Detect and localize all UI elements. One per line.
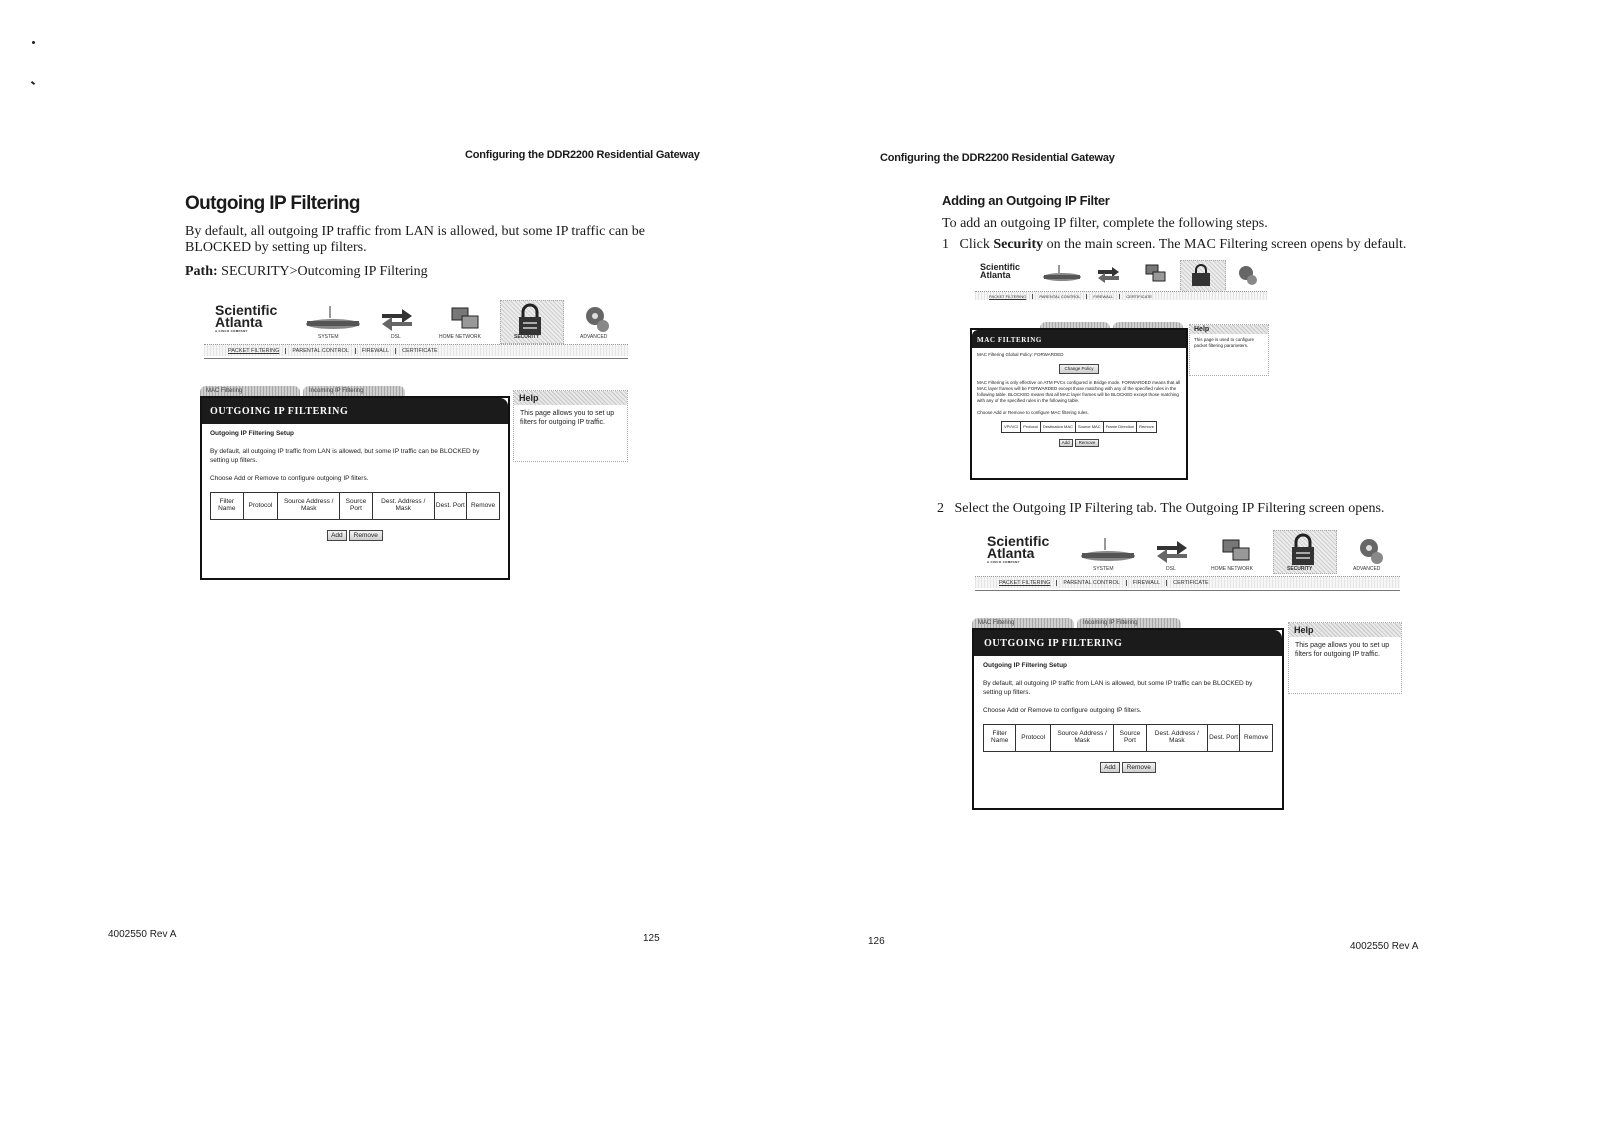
right-footer-doc-number: 4002550 Rev A xyxy=(1350,941,1419,952)
table-header-row xyxy=(1002,422,1157,433)
nav-system-label[interactable]: SYSTEM xyxy=(1093,566,1114,572)
subtab-certificate[interactable]: CERTIFICATE xyxy=(402,347,438,354)
outgoing-panel-title: OUTGOING IP FILTERING xyxy=(974,630,1282,656)
step-2-number: 2 xyxy=(937,501,944,516)
remove-button[interactable]: Remove xyxy=(1075,439,1100,447)
nav-security-label[interactable]: SECURITY xyxy=(1287,566,1313,572)
nav-home-network-label[interactable]: HOME NETWORK xyxy=(1211,566,1253,572)
col-source-address-mask: Source Address / Mask xyxy=(278,493,340,520)
left-footer-doc-number: 4002550 Rev A xyxy=(108,929,177,940)
add-button[interactable]: Add xyxy=(1100,762,1120,773)
help-title: Help xyxy=(1289,623,1401,637)
right-small-nav-banner xyxy=(975,260,1267,304)
right-page-number: 126 xyxy=(868,936,885,947)
col-dest-address-mask: Dest. Address / Mask xyxy=(372,493,434,520)
mac-panel-title: MAC FILTERING xyxy=(972,330,1186,348)
left-path-line xyxy=(185,264,428,280)
add-button[interactable]: Add xyxy=(327,530,347,541)
nav-divider xyxy=(204,358,628,359)
left-outgoing-ip-panel xyxy=(200,386,510,580)
nav-divider xyxy=(975,590,1400,591)
mac-description: MAC Filtering is only effective on ATM PVCs configured in Bridge mode. FORWARDED means that all MAC layer frames will be FORWARDED except those matching with any of the specified rules in the following table. BLOCKED means that all MAC layer frames will be BLOCKED except those matching with any of the specified rules in the following table. xyxy=(977,380,1181,403)
nav-advanced-label[interactable]: ADVANCED xyxy=(580,334,608,340)
outgoing-filter-table xyxy=(983,724,1273,752)
advanced-gears-icon[interactable] xyxy=(1237,264,1259,286)
subtab-parental-control[interactable]: PARENTAL CONTROL xyxy=(1057,580,1126,586)
step-1: 1 Click Security on the main screen. The MAC Filtering screen opens by default. xyxy=(942,237,1407,252)
col-remove: Remove xyxy=(1137,422,1157,433)
right-subheading: Adding an Outgoing IP Filter xyxy=(942,193,1110,208)
tab-incoming-ip-filtering[interactable]: Incoming IP Filtering xyxy=(303,386,405,396)
router-icon[interactable] xyxy=(304,304,362,334)
nav-security-label[interactable]: SECURITY xyxy=(514,334,540,340)
help-title: Help xyxy=(514,391,627,405)
mac-filter-table xyxy=(1001,421,1157,433)
help-text: This page is used to configure packet filtering parameters. xyxy=(1194,337,1255,348)
subtab-parental-control[interactable]: PARENTAL CONTROL xyxy=(1033,294,1087,299)
col-dest-port: Dest. Port xyxy=(434,493,467,520)
security-subtabs xyxy=(975,576,1400,588)
col-protocol: Protocol xyxy=(1021,422,1041,433)
subtab-packet-filtering[interactable]: PACKET FILTERING xyxy=(222,348,286,354)
subtab-certificate[interactable]: CERTIFICATE xyxy=(1126,293,1153,299)
outgoing-instruction: Choose Add or Remove to configure outgoing IP filters. xyxy=(983,707,1142,714)
right-outgoing-ip-panel xyxy=(972,618,1284,810)
subtab-firewall[interactable]: FIREWALL xyxy=(1127,580,1167,586)
lock-icon xyxy=(1189,262,1213,288)
right-intro: To add an outgoing IP filter, complete the following steps. xyxy=(942,216,1268,231)
step-2: 2 Select the Outgoing IP Filtering tab. The Outgoing IP Filtering screen opens. xyxy=(937,501,1385,516)
tab-mac-filtering[interactable]: MAC Filtering xyxy=(200,386,300,396)
col-source-address-mask: Source Address / Mask xyxy=(1051,725,1114,752)
change-policy-button[interactable]: Change Policy xyxy=(1059,364,1098,374)
dsl-arrows-icon[interactable] xyxy=(380,306,414,332)
help-text: This page allows you to set up filters for outgoing IP traffic. xyxy=(1295,642,1390,658)
outgoing-filter-table xyxy=(210,492,500,520)
help-title: Help xyxy=(1190,325,1268,334)
col-filter-name: Filter Name xyxy=(984,725,1016,752)
subtab-parental-control[interactable]: PARENTAL CONTROL xyxy=(286,348,355,354)
col-source-port: Source Port xyxy=(340,493,373,520)
lock-icon xyxy=(515,302,545,338)
scientific-atlanta-logo: Scientific Atlanta A CISCO COMPANY xyxy=(987,533,1050,564)
security-subtabs-small xyxy=(975,291,1267,300)
col-remove: Remove xyxy=(467,493,500,520)
step-1-number: 1 xyxy=(942,237,949,252)
outgoing-description: By default, all outgoing IP traffic from LAN is allowed, but some IP traffic can be BLOCKED by setting up filters. xyxy=(210,448,480,464)
outgoing-description: By default, all outgoing IP traffic from LAN is allowed, but some IP traffic can be BLOCKED by setting up filters. xyxy=(983,680,1253,696)
outgoing-instruction: Choose Add or Remove to configure outgoing IP filters. xyxy=(210,475,369,482)
col-protocol: Protocol xyxy=(1016,725,1051,752)
add-button[interactable]: Add xyxy=(1059,439,1073,447)
remove-button[interactable]: Remove xyxy=(349,530,383,541)
scientific-atlanta-logo-small: Scientific Atlanta xyxy=(980,262,1021,280)
col-source-mac: Source MAC xyxy=(1075,422,1103,433)
subtab-packet-filtering[interactable]: PACKET FILTERING xyxy=(993,580,1057,586)
router-icon[interactable] xyxy=(1079,536,1137,566)
mac-help-box xyxy=(1189,324,1269,376)
scan-speck xyxy=(31,81,35,85)
path-label: Path: xyxy=(185,264,218,279)
left-help-box xyxy=(513,390,628,462)
left-page-number: 125 xyxy=(643,933,660,944)
col-remove: Remove xyxy=(1240,725,1273,752)
col-frame-direction: Frame Direction xyxy=(1103,422,1136,433)
table-header-row xyxy=(984,725,1273,752)
col-dest-port: Dest. Port xyxy=(1207,725,1239,752)
step-1-security-bold: Security xyxy=(993,237,1044,252)
nav-home-network-label[interactable]: HOME NETWORK xyxy=(439,334,481,340)
nav-dsl-label[interactable]: DSL xyxy=(391,334,401,340)
home-network-icon[interactable] xyxy=(1145,264,1167,284)
help-text: This page allows you to set up filters for outgoing IP traffic. xyxy=(520,410,615,426)
home-network-icon[interactable] xyxy=(450,306,480,332)
nav-system-label[interactable]: SYSTEM xyxy=(318,334,339,340)
dsl-arrows-icon[interactable] xyxy=(1097,265,1121,283)
subtab-firewall[interactable]: FIREWALL xyxy=(1087,294,1120,299)
scan-speck xyxy=(32,41,35,44)
scientific-atlanta-logo: Scientific Atlanta A CISCO COMPANY xyxy=(215,302,278,333)
subtab-packet-filtering[interactable]: PACKET FILTERING xyxy=(983,294,1033,299)
lock-icon xyxy=(1288,532,1318,568)
right-running-header: Configuring the DDR2200 Residential Gateway xyxy=(880,152,1115,164)
mac-filtering-panel xyxy=(970,322,1188,480)
right-nav-banner xyxy=(975,530,1400,594)
subtab-firewall[interactable]: FIREWALL xyxy=(356,348,396,354)
nav-dsl-label[interactable]: DSL xyxy=(1166,566,1176,572)
col-source-port: Source Port xyxy=(1114,725,1147,752)
tab-incoming-ip-filtering[interactable]: Incoming IP Filtering xyxy=(1077,618,1181,628)
col-dest-address-mask: Dest. Address / Mask xyxy=(1146,725,1207,752)
mac-instruction: Choose Add or Remove to configure MAC filtering rules. xyxy=(977,410,1089,415)
path-value: SECURITY>Outcoming IP Filtering xyxy=(221,264,428,279)
mac-global-policy: MAC Filtering Global Policy: FORWARDED xyxy=(977,352,1064,357)
left-running-header: Configuring the DDR2200 Residential Gateway xyxy=(465,149,700,161)
remove-button[interactable]: Remove xyxy=(1122,762,1156,773)
tab-mac-filtering[interactable]: MAC Filtering xyxy=(972,618,1074,628)
outgoing-setup-label: Outgoing IP Filtering Setup xyxy=(210,430,295,437)
col-protocol: Protocol xyxy=(243,493,278,520)
col-destination-mac: Destination MAC xyxy=(1040,422,1075,433)
home-network-icon[interactable] xyxy=(1221,538,1251,564)
left-nav-banner xyxy=(200,300,628,364)
nav-advanced-label[interactable]: ADVANCED xyxy=(1353,566,1381,572)
table-header-row xyxy=(211,493,500,520)
outgoing-panel-title: OUTGOING IP FILTERING xyxy=(202,398,508,424)
advanced-gears-icon[interactable] xyxy=(1357,536,1385,566)
left-intro-paragraph: By default, all outgoing IP traffic from LAN is allowed, but some IP traffic can be BLOCKED by setting up filters. xyxy=(185,224,645,255)
dsl-arrows-icon[interactable] xyxy=(1155,538,1189,564)
right-help-box xyxy=(1288,622,1402,694)
outgoing-setup-label: Outgoing IP Filtering Setup xyxy=(983,662,1068,669)
router-icon[interactable] xyxy=(1041,264,1083,284)
left-page-heading: Outgoing IP Filtering xyxy=(185,193,360,214)
advanced-gears-icon[interactable] xyxy=(583,304,611,334)
col-vpi-vci: VPI/VCI xyxy=(1002,422,1021,433)
security-subtabs xyxy=(204,344,628,356)
col-filter-name: Filter Name xyxy=(211,493,244,520)
subtab-certificate[interactable]: CERTIFICATE xyxy=(1173,579,1209,586)
